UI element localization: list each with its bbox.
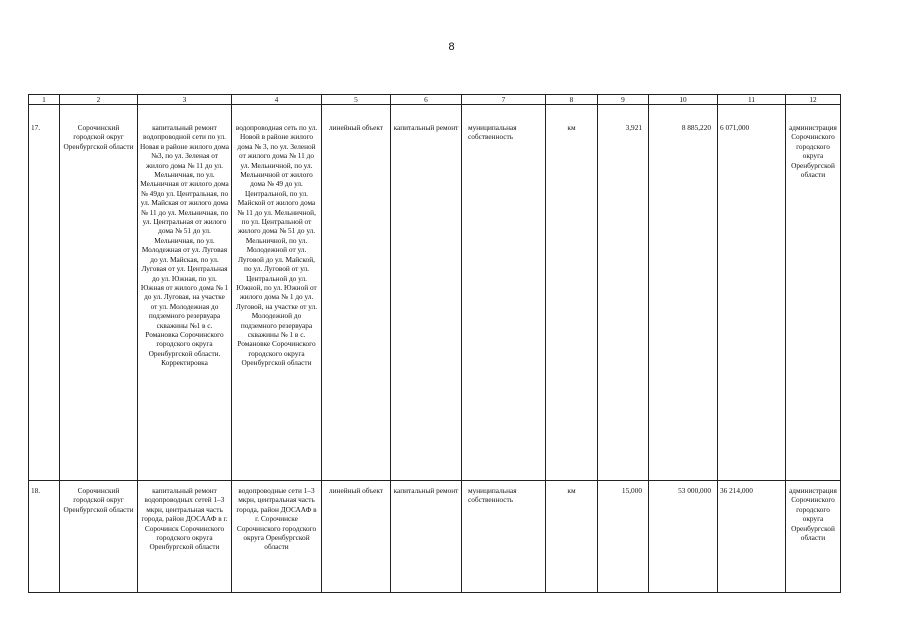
header-cell: 3	[138, 95, 232, 105]
municipality-cell: Сорочинский городской округ Оренбургской области	[60, 105, 138, 481]
objects-table	[28, 94, 841, 593]
capacity-cell: 15,000	[598, 481, 649, 593]
object-name-cell: капитальный ремонт водопроводных сетей 1–3 мкрн, центральная часть города, район ДОСААФ в г. Сорочинск Сорочинского городского округа Оренбургской области	[138, 481, 232, 593]
table-row	[29, 481, 841, 593]
municipality-cell: Сорочинский городской округ Оренбургской области	[60, 481, 138, 593]
header-cell: 10	[649, 95, 718, 105]
object-type-cell: линейный объект	[322, 105, 391, 481]
object-type-cell: линейный объект	[322, 481, 391, 593]
object-description-cell: водопроводные сети 1–3 мкрн, центральная часть города, район ДОСААФ в г. Сорочинске Сорочинского городского округа Оренбургской области	[232, 481, 322, 593]
row-number: 18.	[29, 481, 60, 593]
header-cell: 7	[462, 95, 546, 105]
header-cell: 6	[391, 95, 462, 105]
table-row	[29, 105, 841, 481]
work-type-cell: капитальный ремонт	[391, 481, 462, 593]
header-cell: 2	[60, 95, 138, 105]
unit-cell: км	[546, 105, 598, 481]
page-number: 8	[448, 41, 455, 53]
header-cell: 11	[718, 95, 786, 105]
customer-cell: администрация Сорочинского городского округа Оренбургской области	[786, 105, 841, 481]
capacity-cell: 3,921	[598, 105, 649, 481]
unit-cell: км	[546, 481, 598, 593]
object-name-cell: капитальный ремонт водопроводной сети по ул. Новая в районе жилого дома №3, по ул. Зеленая от жилого дома № 11 до ул. Мельничная, по ул. Мельничная от жилого дома № 49до ул. Центральная, по ул. Майская от жилого дома № 11 до ул. Мельничная, по ул. Центральная от жилого дома № 51 до ул. Мельничная, по ул. Молодежная от ул. Луговая до ул. Майская, по ул. Луговая от ул. Центральная до ул. Южная, по ул. Южная от жилого дома № 1 до ул. Луговая, на участке от ул. Молодежная до подземного резервуара скважины №1 в с. Романовка Сорочинского городского округа Оренбургской области. Корректировка	[138, 105, 232, 481]
header-cell: 8	[546, 95, 598, 105]
header-cell: 5	[322, 95, 391, 105]
cost-cell: 8 885,220	[649, 105, 718, 481]
work-type-cell: капитальный ремонт	[391, 105, 462, 481]
object-description-cell: водопроводная сеть по ул. Новой в районе жилого дома № 3, по ул. Зеленой от жилого дома № 11 до ул. Мельничной, по ул. Мельничной от жилого дома № 49 до ул. Центральной, по ул. Майской от жилого дома № 11 до ул. Мельничной, по ул. Центральной от жилого дома № 51 до ул. Мельничной, по ул. Молодежной от ул. Луговой до ул. Майской, по ул. Луговой от ул. Центральной до ул. Южной, по ул. Южной от жилого дома № 1 до ул. Луговой, на участке от ул. Молодежной до подземного резервуара скважины № 1 в с. Романовке Сорочинского городского округа Оренбургской области	[232, 105, 322, 481]
row-number: 17.	[29, 105, 60, 481]
header-cell: 1	[29, 95, 60, 105]
cost-cell: 53 000,000	[649, 481, 718, 593]
ownership-cell: муниципальная собственность	[462, 105, 546, 481]
header-cell: 12	[786, 95, 841, 105]
funding-cell: 36 214,000	[718, 481, 786, 593]
header-cell: 4	[232, 95, 322, 105]
ownership-cell: муниципальная собственность	[462, 481, 546, 593]
table-header-row	[29, 95, 841, 105]
funding-cell: 6 071,000	[718, 105, 786, 481]
header-cell: 9	[598, 95, 649, 105]
customer-cell: администрация Сорочинского городского округа Оренбургской области	[786, 481, 841, 593]
